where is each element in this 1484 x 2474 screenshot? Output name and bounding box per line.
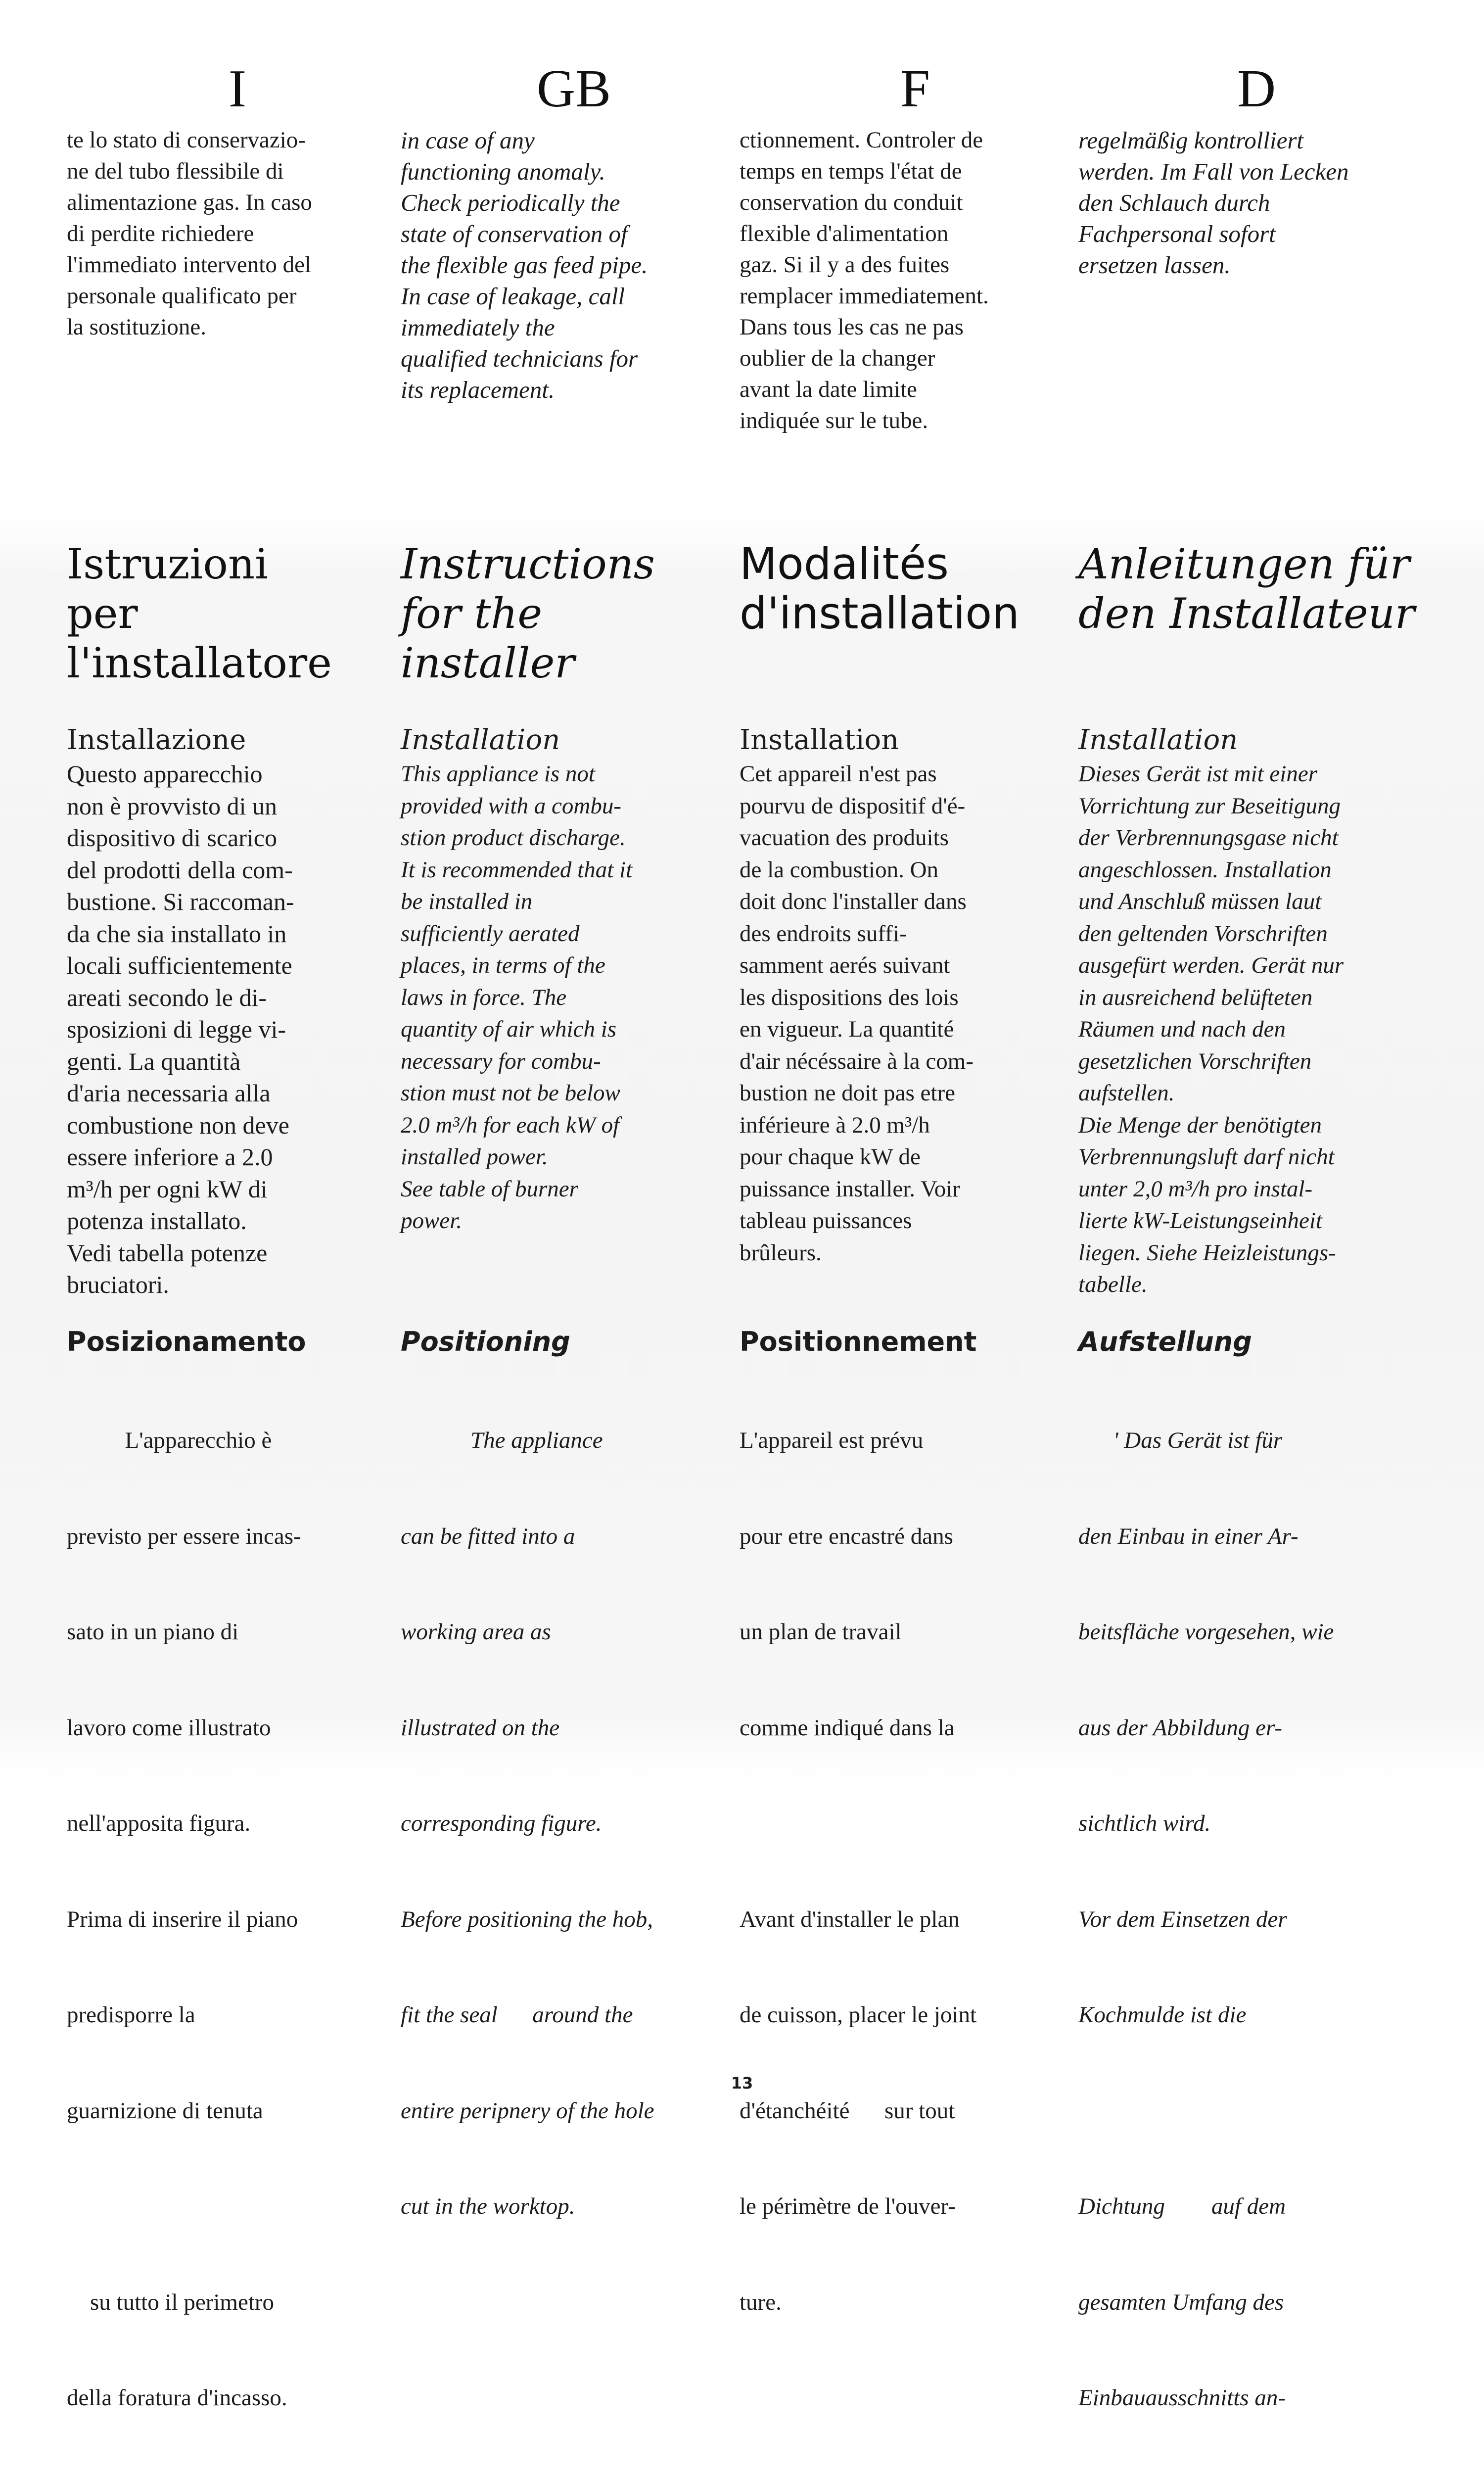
text-line: ctionnement. Controler de: [740, 127, 983, 153]
text-line: temps en temps l'état de: [740, 158, 962, 184]
title-line: per l'installatore: [67, 589, 332, 687]
text-line: su tutto il perimetro: [67, 2289, 275, 2315]
text-line: Avant d'installer le plan: [740, 1906, 960, 1932]
text-line: vacuation des produits: [740, 825, 949, 851]
title-line: for the: [401, 589, 543, 638]
text-line: flexible d'alimentation: [740, 221, 949, 246]
positioning-heading-fr: Positionnement: [740, 1326, 977, 1357]
text-line: puissance installer. Voir: [740, 1176, 961, 1202]
text-line: fit the seal around the: [401, 2002, 633, 2028]
text-line: locali sufficientemente: [67, 952, 292, 979]
text-line: immediately the: [401, 314, 555, 341]
text-line: d'aria necessaria alla: [67, 1079, 271, 1107]
text-line: ne del tubo flessibile di: [67, 158, 284, 184]
positioning-heading-gb: Positioning: [401, 1326, 570, 1357]
text-line: state of conservation of: [401, 220, 628, 247]
text-line: The appliance: [401, 1427, 603, 1453]
text-line: guarnizione di tenuta: [67, 2097, 263, 2124]
text-line: den geltenden Vorschriften: [1078, 920, 1328, 947]
text-line: installed power.: [401, 1144, 548, 1170]
text-line: samment aerés suivant: [740, 952, 950, 978]
installation-heading-it: Installazione: [67, 724, 246, 756]
text-line: its replacement.: [401, 376, 555, 403]
text-line: Einbauausschnitts an-: [1078, 2385, 1286, 2411]
text-line: sposizioni di legge vi-: [67, 1015, 286, 1043]
title-line: installer: [401, 639, 575, 687]
text-line: en vigueur. La quantité: [740, 1016, 954, 1042]
text-line: combustione non deve: [67, 1111, 289, 1139]
text-line: regelmäßig kontrolliert: [1078, 127, 1303, 154]
language-header-it: I: [229, 59, 246, 118]
title-fr: [740, 539, 1086, 638]
text-line: Dans tous les cas ne pas: [740, 314, 964, 340]
top-paragraph-gb: [401, 125, 737, 405]
text-line: in ausreichend belüfteten: [1078, 984, 1313, 1010]
positioning-text-it: [67, 1361, 393, 2474]
text-line: gesamten Umfang des: [1078, 2289, 1284, 2315]
text-line: Dichtung auf dem: [1078, 2193, 1286, 2219]
text-line: gaz. Si il y a des fuites: [740, 252, 950, 278]
text-line: alimentazione gas. In caso: [67, 190, 312, 215]
text-line: aus der Abbildung er-: [1078, 1714, 1283, 1741]
text-line: Kochmulde ist die: [1078, 2002, 1247, 2028]
text-line: angeschlossen. Installation: [1078, 856, 1332, 883]
text-line: L'appareil est prévu: [740, 1427, 924, 1453]
language-header-de: D: [1237, 59, 1276, 118]
positioning-heading-de: Aufstellung: [1078, 1326, 1252, 1357]
text-line: cut in the worktop.: [401, 2193, 575, 2219]
text-line: de cuisson, placer le joint: [740, 2002, 976, 2028]
title-line: Anleitungen für: [1078, 540, 1410, 588]
text-line: stion must not be below: [401, 1080, 620, 1106]
text-line: comme indiqué dans la: [740, 1714, 955, 1741]
text-line: essere inferiore a 2.0: [67, 1143, 273, 1171]
text-line: indiquée sur le tube.: [740, 408, 928, 433]
text-line: Räumen und nach den: [1078, 1016, 1286, 1042]
text-line: della foratura d'incasso.: [67, 2385, 287, 2411]
text-line: functioning anomaly.: [401, 158, 605, 185]
text-line: dispositivo di scarico: [67, 824, 277, 852]
text-line: Prima di inserire il piano: [67, 1906, 298, 1932]
text-line: It is recommended that it: [401, 856, 633, 883]
text-line: Check periodically the: [401, 189, 620, 216]
text-line: potenza installato.: [67, 1207, 247, 1235]
text-line: qualified technicians for: [401, 345, 638, 372]
text-line: beitsfläche vorgesehen, wie: [1078, 1619, 1334, 1645]
installation-text-it: [67, 758, 393, 1301]
text-line: des endroits suffi-: [740, 920, 907, 947]
text-line: tabelle.: [1078, 1272, 1148, 1297]
text-line: ture.: [740, 2289, 782, 2315]
positioning-text-fr: [740, 1361, 1086, 2382]
text-line: den Schlauch durch: [1078, 189, 1270, 216]
text-line: See table of burner: [401, 1176, 578, 1202]
text-line: corresponding figure.: [401, 1810, 602, 1836]
text-line: bruciatori.: [67, 1271, 169, 1298]
text-line: l'immediato intervento del: [67, 252, 312, 278]
text-line: Vor dem Einsetzen der: [1078, 1906, 1287, 1932]
installation-text-fr: [740, 758, 1086, 1269]
title-line: den Installateur: [1078, 589, 1415, 638]
text-line: in case of any: [401, 127, 535, 154]
installation-text-de: [1078, 758, 1425, 1301]
text-line: Fachpersonal sofort: [1078, 220, 1276, 247]
text-line: Vedi tabella potenze: [67, 1238, 268, 1267]
text-line: d'air nécéssaire à la com-: [740, 1048, 974, 1074]
text-line: d'étanchéité sur tout: [740, 2097, 955, 2124]
text-line: In case of leakage, call: [401, 283, 625, 310]
text-line: sufficiently aerated: [401, 920, 580, 947]
text-line: les dispositions des lois: [740, 984, 959, 1010]
text-line: inférieure à 2.0 m³/h: [740, 1112, 930, 1138]
text-line: [67, 2190, 393, 2223]
text-line: genti. La quantità: [67, 1047, 241, 1075]
text-line: laws in force. The: [401, 984, 567, 1010]
text-line: conservation du conduit: [740, 190, 963, 215]
text-line: illustrated on the: [401, 1714, 560, 1741]
title-line: d'installation: [740, 588, 1020, 639]
installation-text-gb: [401, 758, 737, 1237]
text-line: tableau puissances: [740, 1208, 912, 1234]
installation-heading-fr: Installation: [740, 724, 899, 756]
text-line: [740, 1808, 1086, 1840]
text-line: power.: [401, 1208, 463, 1234]
positioning-text-gb: [401, 1361, 737, 2286]
installation-heading-de: Installation: [1078, 724, 1238, 756]
text-line: te lo stato di conservazio-: [67, 127, 306, 153]
text-line: brûleurs.: [740, 1239, 822, 1266]
text-line: liegen. Siehe Heizleistungs-: [1078, 1239, 1336, 1266]
top-paragraph-de: [1078, 125, 1425, 281]
text-line: working area as: [401, 1619, 551, 1645]
text-line: pour etre encastré dans: [740, 1523, 953, 1549]
text-line: lavoro come illustrato: [67, 1714, 271, 1741]
text-line: un plan de travail: [740, 1619, 902, 1645]
text-line: Die Menge der benötigten: [1078, 1112, 1322, 1138]
text-line: Before positioning the hob,: [401, 1906, 653, 1932]
title-line: Instructions: [401, 540, 655, 588]
text-line: ersetzen lassen.: [1078, 251, 1231, 279]
text-line: sichtlich wird.: [1078, 1810, 1211, 1836]
text-line: previsto per essere incas-: [67, 1523, 301, 1549]
text-line: stion product discharge.: [401, 825, 626, 851]
text-line: di perdite richiedere: [67, 221, 254, 246]
text-line: gesetzlichen Vorschriften: [1078, 1048, 1312, 1074]
title-line: Modalités: [740, 538, 949, 589]
text-line: sato in un piano di: [67, 1619, 239, 1645]
text-line: predisporre la: [67, 2002, 195, 2028]
language-header-gb: GB: [536, 59, 611, 118]
text-line: doit donc l'installer dans: [740, 889, 967, 914]
text-line: areati secondo le di-: [67, 983, 267, 1011]
text-line: [1078, 2095, 1425, 2127]
title-de: [1078, 539, 1425, 638]
text-line: Verbrennungsluft darf nicht: [1078, 1144, 1335, 1170]
text-line: the flexible gas feed pipe.: [401, 251, 648, 279]
text-line: den Einbau in einer Ar-: [1078, 1523, 1298, 1549]
top-paragraph-fr: [740, 125, 1086, 436]
text-line: oublier de la changer: [740, 345, 935, 371]
text-line: lierte kW-Leistungseinheit: [1078, 1208, 1322, 1234]
title-it: [67, 539, 393, 688]
text-line: necessary for combu-: [401, 1048, 601, 1074]
text-line: pour chaque kW de: [740, 1144, 921, 1170]
text-line: avant la date limite: [740, 377, 917, 402]
positioning-heading-it: Posizionamento: [67, 1326, 306, 1357]
text-line: unter 2,0 m³/h pro instal-: [1078, 1176, 1313, 1202]
top-paragraph-it: [67, 125, 393, 343]
text-line: L'apparecchio è: [67, 1427, 272, 1453]
text-line: da che sia installato in: [67, 919, 287, 948]
text-line: remplacer immediatement.: [740, 283, 989, 309]
installation-heading-gb: Installation: [401, 724, 560, 756]
text-line: quantity of air which is: [401, 1016, 617, 1042]
text-line: und Anschluß müssen laut: [1078, 889, 1322, 914]
text-line: 2.0 m³/h for each kW of: [401, 1112, 620, 1138]
text-line: personale qualificato per: [67, 283, 297, 309]
text-line: Dieses Gerät ist mit einer: [1078, 761, 1317, 787]
language-header-fr: F: [900, 59, 930, 118]
positioning-text-de: [1078, 1361, 1425, 2474]
text-line: This appliance is not: [401, 761, 595, 787]
text-line: la sostituzione.: [67, 314, 206, 340]
text-line: nell'apposita figura.: [67, 1810, 251, 1836]
title-line: Istruzioni: [67, 540, 268, 588]
text-line: places, in terms of the: [401, 952, 605, 978]
text-line: ' Das Gerät ist für: [1078, 1427, 1283, 1453]
text-line: be installed in: [401, 889, 533, 914]
page-number: 13: [731, 2074, 753, 2093]
text-line: bustion ne doit pas etre: [740, 1080, 955, 1106]
text-line: entire peripnery of the hole: [401, 2097, 654, 2124]
text-line: m³/h per ogni kW di: [67, 1175, 268, 1203]
text-line: Vorrichtung zur Beseitigung: [1078, 793, 1341, 819]
text-line: Cet appareil n'est pas: [740, 761, 937, 787]
text-line: aufstellen.: [1078, 1080, 1175, 1106]
text-line: pourvu de dispositif d'é-: [740, 793, 966, 819]
text-line: werden. Im Fall von Lecken: [1078, 158, 1349, 185]
text-line: ausgefürt werden. Gerät nur: [1078, 952, 1344, 978]
text-line: provided with a combu-: [401, 793, 621, 819]
text-line: del prodotti della com-: [67, 856, 293, 884]
text-line: bustione. Si raccoman-: [67, 888, 294, 915]
text-line: can be fitted into a: [401, 1523, 575, 1549]
text-line: Questo apparecchio: [67, 760, 263, 788]
text-line: le périmètre de l'ouver-: [740, 2193, 956, 2219]
title-gb: [401, 539, 737, 688]
text-line: non è provvisto di un: [67, 792, 277, 820]
text-line: der Verbrennungsgase nicht: [1078, 825, 1339, 851]
text-line: de la combustion. On: [740, 856, 939, 883]
